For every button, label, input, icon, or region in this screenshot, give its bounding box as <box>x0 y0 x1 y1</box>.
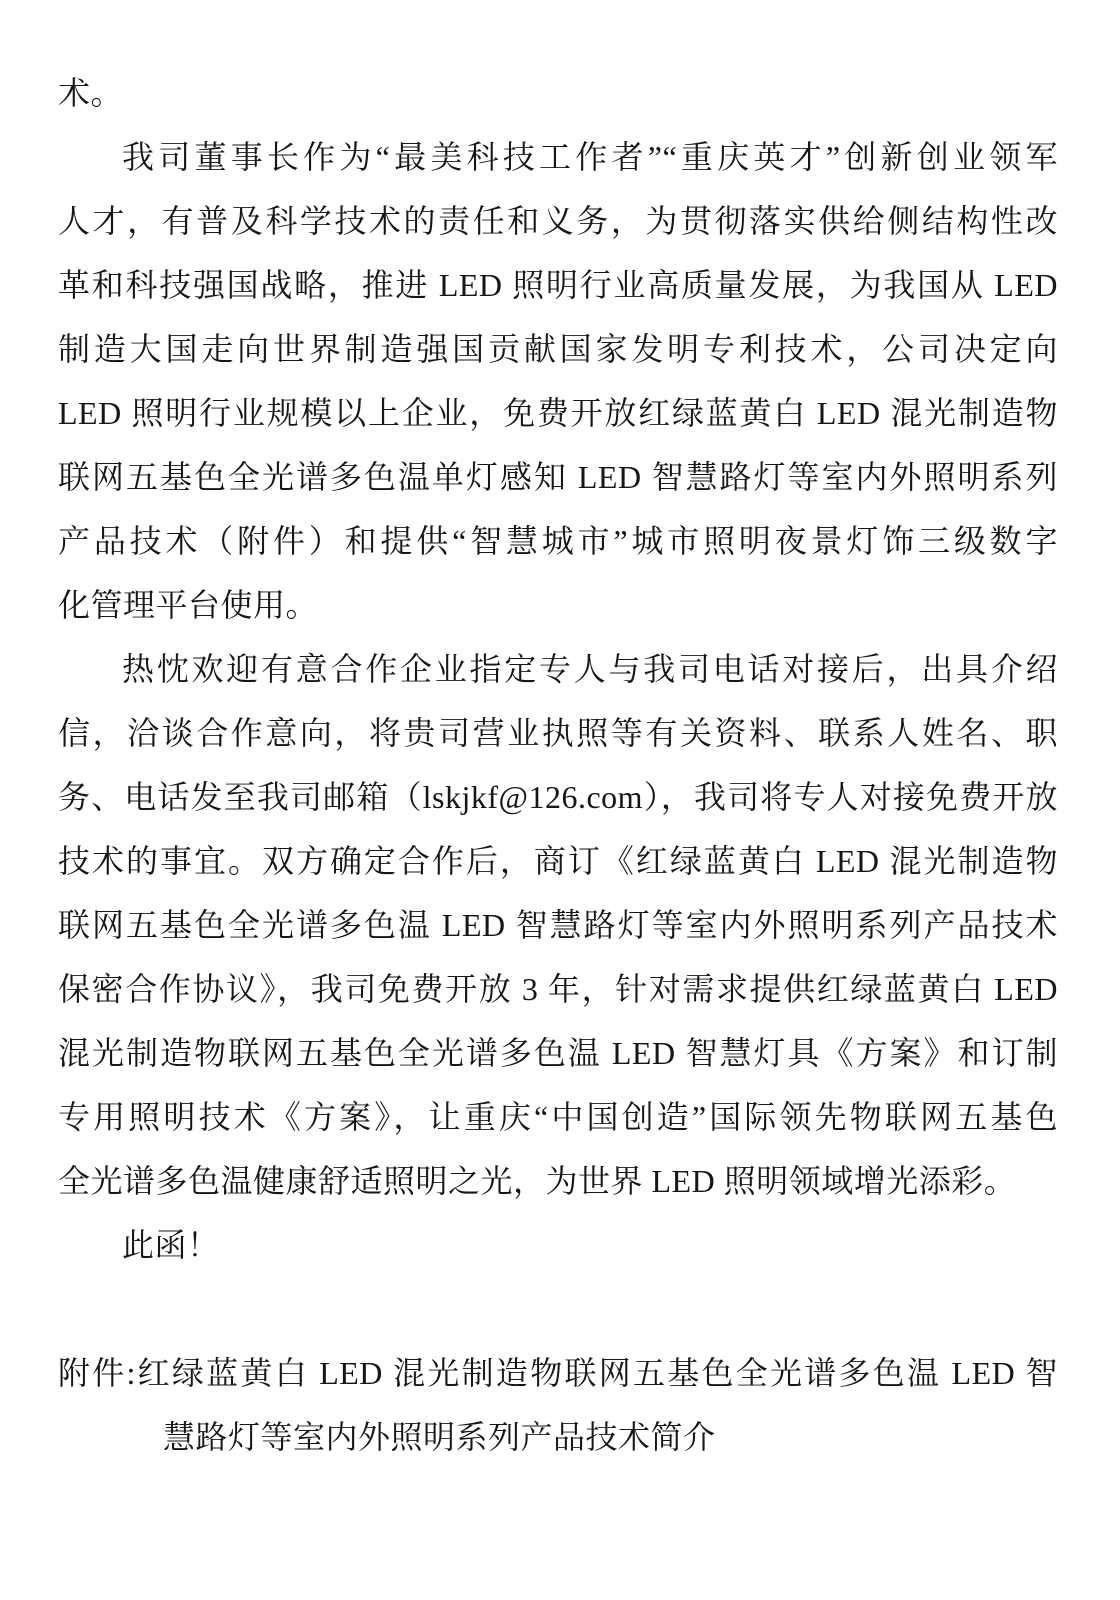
paragraph-line: 联网五基色全光谱多色温 LED 智慧路灯等室内外照明系列产品技术 <box>58 907 1058 943</box>
paragraph-line: 制造大国走向世界制造强国贡献国家发明专利技术，公司决定向 <box>58 331 1058 367</box>
paragraph-line: 热忱欢迎有意合作企业指定专人与我司电话对接后，出具介绍 <box>122 651 1058 687</box>
blank-line <box>58 1277 1058 1341</box>
closing-line: 此函！ <box>122 1227 220 1263</box>
paragraph-line: 专用照明技术《方案》，让重庆“中国创造”国际领先物联网五基色 <box>58 1099 1058 1135</box>
attachment-title-line: 附件:红绿蓝黄白 LED 混光制造物联网五基色全光谱多色温 LED 智 <box>58 1355 1058 1391</box>
paragraph-end-line: 化管理平台使用。 <box>58 587 319 623</box>
paragraph-line: 我司董事长作为“最美科技工作者”“重庆英才”创新创业领军 <box>122 139 1058 175</box>
paragraph-line: 革和科技强国战略，推进 LED 照明行业高质量发展，为我国从 LED <box>58 267 1058 303</box>
paragraph-line: 联网五基色全光谱多色温单灯感知 LED 智慧路灯等室内外照明系列 <box>58 459 1058 495</box>
paragraph-end-line: 全光谱多色温健康舒适照明之光，为世界 LED 照明领域增光添彩。 <box>58 1163 1017 1199</box>
paragraph-end-line: 术。 <box>58 75 124 111</box>
paragraph-line-with-email: 务、电话发至我司邮箱（lskjkf@126.com），我司将专人对接免费开放 <box>58 779 1058 815</box>
paragraph-line: 保密合作协议》，我司免费开放 3 年，针对需求提供红绿蓝黄白 LED <box>58 971 1058 1007</box>
paragraph-line: 产品技术（附件）和提供“智慧城市”城市照明夜景灯饰三级数字 <box>58 523 1058 559</box>
paragraph-line: 信，洽谈合作意向，将贵司营业执照等有关资料、联系人姓名、职 <box>58 715 1058 751</box>
paragraph-line: LED 照明行业规模以上企业，免费开放红绿蓝黄白 LED 混光制造物 <box>58 395 1058 431</box>
paragraph-line: 人才，有普及科学技术的责任和义务，为贯彻落实供给侧结构性改 <box>58 203 1058 239</box>
attachment-title-line: 慧路灯等室内外照明系列产品技术简介 <box>163 1419 716 1455</box>
paragraph-line: 技术的事宜。双方确定合作后，商订《红绿蓝黄白 LED 混光制造物 <box>58 843 1058 879</box>
letter-body <box>58 61 1058 1469</box>
paragraph-line: 混光制造物联网五基色全光谱多色温 LED 智慧灯具《方案》和订制 <box>58 1035 1058 1071</box>
